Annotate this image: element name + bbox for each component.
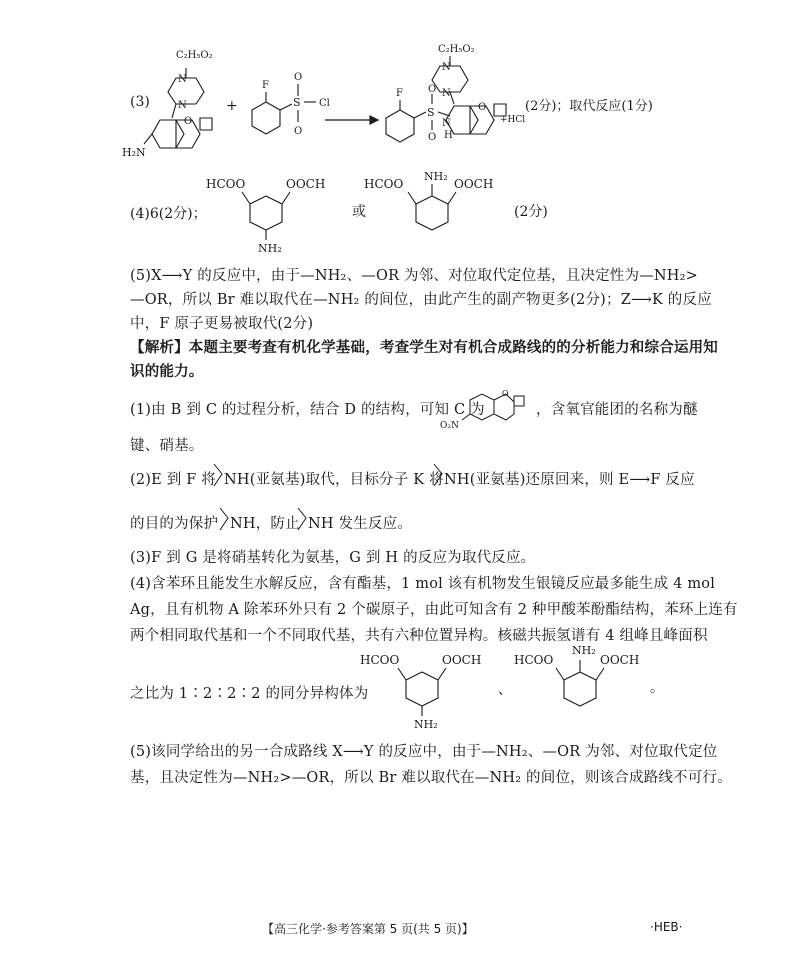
isomer2-amine: NH₂	[424, 170, 448, 183]
analysis-isomer1-right: OOCH	[442, 653, 482, 667]
analysis-p5-line1: (5)该同学给出的另一合成路线 X⟶Y 的反应中，由于—NH₂、—OR 为邻、对位取代定位	[130, 744, 718, 760]
analysis-isomer1-amine: NH₂	[414, 718, 438, 731]
isomer2-left-group: HCOO	[364, 177, 404, 191]
q3-mol1-substituent: C₂H₅O₂	[176, 50, 213, 61]
analysis-p4-line4: 之比为 1∶2∶2∶2 的同分异构体为	[130, 686, 369, 702]
svg-text:N: N	[442, 62, 451, 73]
svg-text:N: N	[178, 74, 187, 85]
analysis-p2-text-a: (2)E 到 F 将	[130, 472, 217, 488]
analysis-p1-text-a: (1)由 B 到 C 的过程分析，结合 D 的结构，可知 C 为	[130, 402, 485, 418]
svg-text:O: O	[502, 389, 509, 398]
q4-or: 或	[352, 204, 366, 220]
analysis-p3: (3)F 到 G 是将硝基转化为氨基，G 到 H 的反应为取代反应。	[130, 550, 536, 566]
q3-reagent-S: S	[293, 96, 301, 109]
svg-text:N: N	[178, 100, 187, 111]
q3-product-S: S	[427, 106, 435, 119]
q4-score: (2分)	[514, 204, 548, 220]
isomer1-amine: NH₂	[258, 242, 282, 255]
analysis-isomer2-right: OOCH	[600, 653, 640, 667]
q3-product-N: N	[442, 118, 451, 129]
analysis-isomer-separator: 、	[498, 682, 512, 698]
analysis-p4-line1: (4)含苯环且能发生水解反应，含有酯基，1 mol 该有机物发生银镜反应最多能生成 4 mol	[130, 576, 716, 592]
q3-reagent-Cl: Cl	[319, 98, 330, 109]
analysis-p2-nh1: NH(亚氨基)取代，目标分子 K 将	[224, 472, 444, 488]
q3-product-HCl: +HCl	[500, 115, 526, 125]
analysis-p1-text-b: ，含氧官能团的名称为醚	[536, 402, 698, 418]
q3-product-F: F	[396, 88, 403, 99]
analysis-isomer-2-ring	[556, 660, 604, 706]
q3-mol1-amine: H₂N	[122, 146, 146, 159]
svg-text:O: O	[184, 116, 193, 127]
q3-product-H: H	[444, 130, 453, 141]
analysis-title-line2: 识的能力。	[130, 364, 204, 380]
isomer-structures-analysis	[350, 640, 670, 736]
isomer1-right-group: OOCH	[286, 177, 326, 191]
isomer-1-ring	[242, 192, 290, 240]
analysis-isomer2-amine: NH₂	[572, 644, 596, 657]
reaction-scheme-q3	[120, 38, 720, 168]
analysis-p2-text-b: 的目的为保护	[130, 516, 219, 532]
analysis-p4-end: 。	[650, 680, 664, 696]
footer-page-info: 【高三化学·参考答案第 5 页(共 5 页)】	[262, 922, 474, 936]
svg-text:O: O	[428, 132, 437, 143]
analysis-isomer-1-ring	[398, 668, 446, 716]
q5-answer-line2: —OR，所以 Br 难以取代在—NH₂ 的间位，由此产生的副产物更多(2分)；Z⟶K 的反应	[130, 292, 712, 308]
sulfonyl-chloride-molecule	[252, 84, 316, 134]
analysis-p2-nh2: NH(亚氨基)还原回来，则 E⟶F 反应	[444, 472, 695, 488]
analysis-p4-line3: 两个相同取代基和一个不同取代基，共有六种位置异构。核磁共振氢谱有 4 组峰且峰面积	[130, 628, 708, 644]
svg-text:O: O	[478, 102, 487, 113]
analysis-p4-line2: Ag，且有机物 A 除苯环外只有 2 个碳原子，由此可知含有 2 种甲酸苯酚酯结构，苯环上连有	[130, 602, 738, 618]
q3-reagent-O-bottom: O	[294, 126, 303, 137]
q3-product-substituent: C₂H₅O₂	[438, 44, 475, 55]
analysis-isomer2-left: HCOO	[514, 653, 554, 667]
analysis-p5-line2: 基，且决定性为—NH₂>—OR，所以 Br 难以取代在—NH₂ 的间位，则该合成路线不可行。	[130, 770, 732, 786]
q3-plus: +	[226, 98, 238, 114]
analysis-isomer1-left: HCOO	[360, 653, 400, 667]
isomer-structures-q4	[120, 168, 680, 258]
footer-code: ·HEB·	[650, 920, 683, 934]
q4-label: (4)6(2分)；	[130, 206, 207, 222]
reaction-arrow	[325, 116, 378, 124]
compound-C-structure	[440, 386, 540, 430]
analysis-p2-nh3: NH，防止	[230, 516, 300, 532]
svg-text:O: O	[428, 84, 437, 95]
svg-text:N: N	[442, 88, 451, 99]
q3-label: (3)	[130, 94, 150, 110]
q5-answer-line3: 中，F 原子更易被取代(2分)	[130, 316, 314, 332]
q5-answer-line1: (5)X⟶Y 的反应中，由于—NH₂、—OR 为邻、对位取代定位基，且决定性为—NH₂>	[130, 268, 698, 284]
isomer1-left-group: HCOO	[206, 177, 246, 191]
q3-reagent-F: F	[262, 80, 269, 91]
analysis-title-line1: 【解析】本题主要考查有机化学基础，考查学生对有机合成路线的的分析能力和综合运用知	[130, 340, 718, 356]
analysis-p2-nh4: NH 发生反应。	[308, 516, 413, 532]
analysis-p1-text-c: 键、硝基。	[130, 438, 204, 454]
isomer2-right-group: OOCH	[454, 177, 494, 191]
compound-C-nitro: O₂N	[440, 421, 459, 430]
isomer-2-ring	[408, 184, 456, 230]
q3-reagent-O-top: O	[294, 72, 303, 83]
q3-score: (2分)；取代反应(1分)	[525, 99, 653, 114]
